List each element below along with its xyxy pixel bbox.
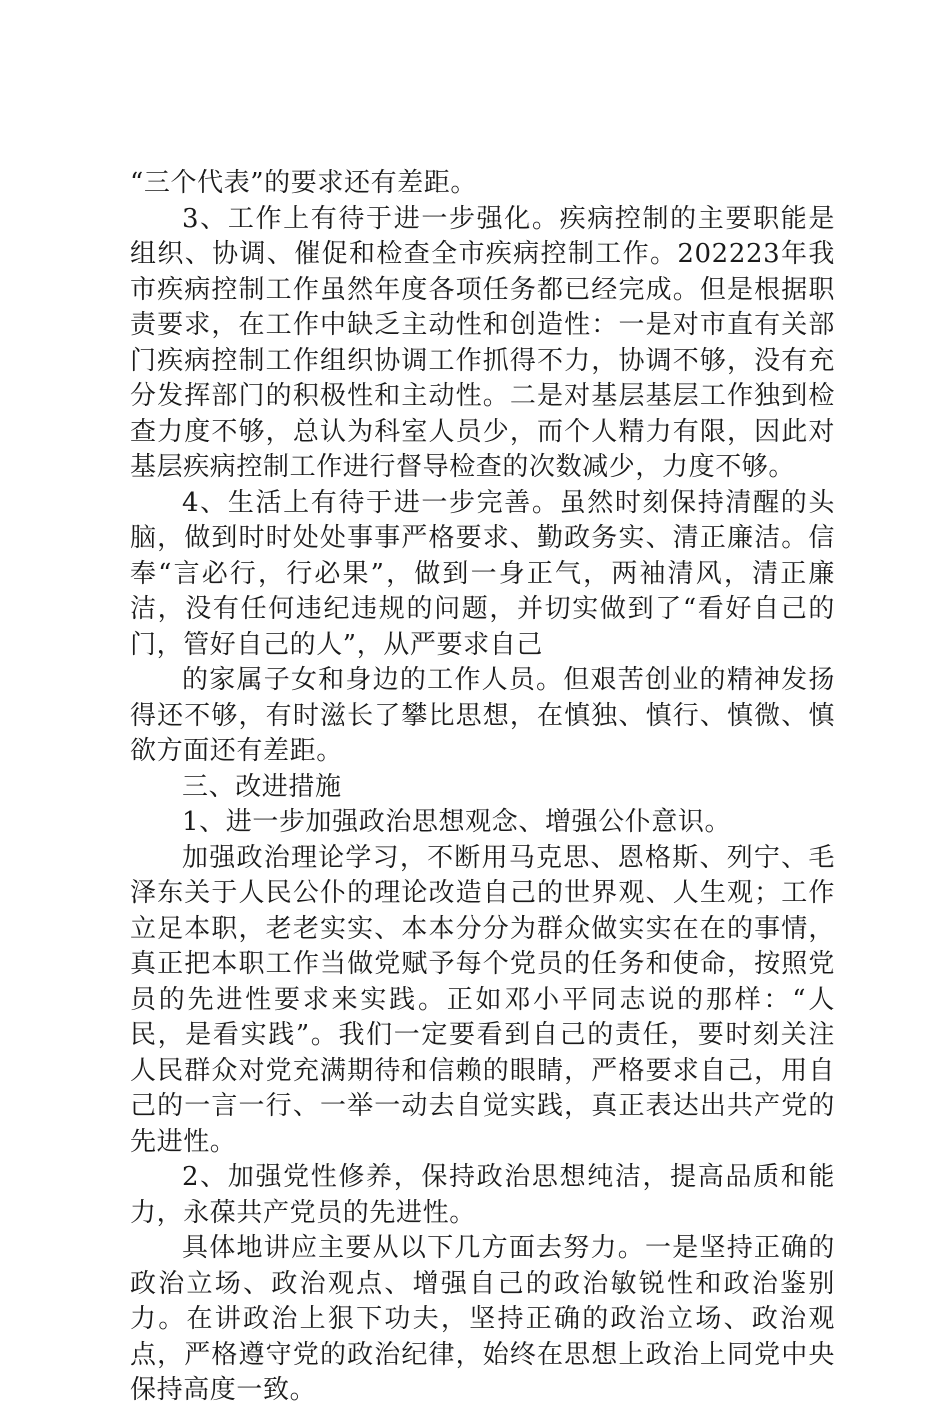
paragraph-life-improvement: 4、生活上有待于进一步完善。虽然时刻保持清醒的头脑，做到时时处处事事严格要求、勤政务实、清正廉洁。信奉“言必行，行必果”，做到一身正气，两袖清风，清正廉洁，没有任何违纪违规的问题，并切实做到了“看好自己的门，管好自己的人”，从严要求自己 [130,487,835,660]
measure-1-heading: 1、进一步加强政治思想观念、增强公仆意识。 [182,807,732,837]
paragraph-work-improvement: 3、工作上有待于进一步强化。疾病控制的主要职能是组织、协调、催促和检查全市疾病控制工作。202223年我市疾病控制工作虽然年度各项任务都已经完成。但是根据职责要求，在工作中缺乏主动性和创造性：一是对市直有关部门疾病控制工作组织协调工作抓得不力，协调不够，没有充分发挥部门的积极性和主动性。二是对基层基层工作独到检查力度不够，总认为科室人员少，而个人精力有限，因此对基层疾病控制工作进行督导检查的次数减少，力度不够。 [130,203,835,482]
document-body [130,166,835,1409]
measure-1-body: 加强政治理论学习，不断用马克思、恩格斯、列宁、毛泽东关于人民公仆的理论改造自己的世界观、人生观；工作立足本职，老老实实、本本分分为群众做实实在在的事情，真正把本职工作当做党赋予每个党员的任务和使命，按照党员的先进性要求来实践。正如邓小平同志说的那样：“人民，是看实践”。我们一定要看到自己的责任，要时刻关注人民群众对党充满期待和信赖的眼睛，严格要求自己，用自己的一言一行、一举一动去自觉实践，真正表达出共产党的先进性。 [130,842,835,1157]
section-heading-improvement-measures: 三、改进措施 [182,771,342,802]
measure-2-body: 具体地讲应主要从以下几方面去努力。一是坚持正确的政治立场、政治观点、增强自己的政治敏锐性和政治鉴别力。在讲政治上狠下功夫，坚持正确的政治立场、政治观点，严格遵守党的政治纪律，始终在思想上政治上同党中央保持高度一致。 [130,1233,835,1405]
paragraph-continuation: “三个代表”的要求还有差距。 [130,168,477,198]
paragraph-life-continuation: 的家属子女和身边的工作人员。但艰苦创业的精神发扬得还不够，有时滋长了攀比思想，在慎独、慎行、慎微、慎欲方面还有差距。 [130,665,835,766]
measure-2-heading: 2、加强党性修养，保持政治思想纯洁，提高品质和能力，永葆共产党员的先进性。 [130,1162,835,1228]
